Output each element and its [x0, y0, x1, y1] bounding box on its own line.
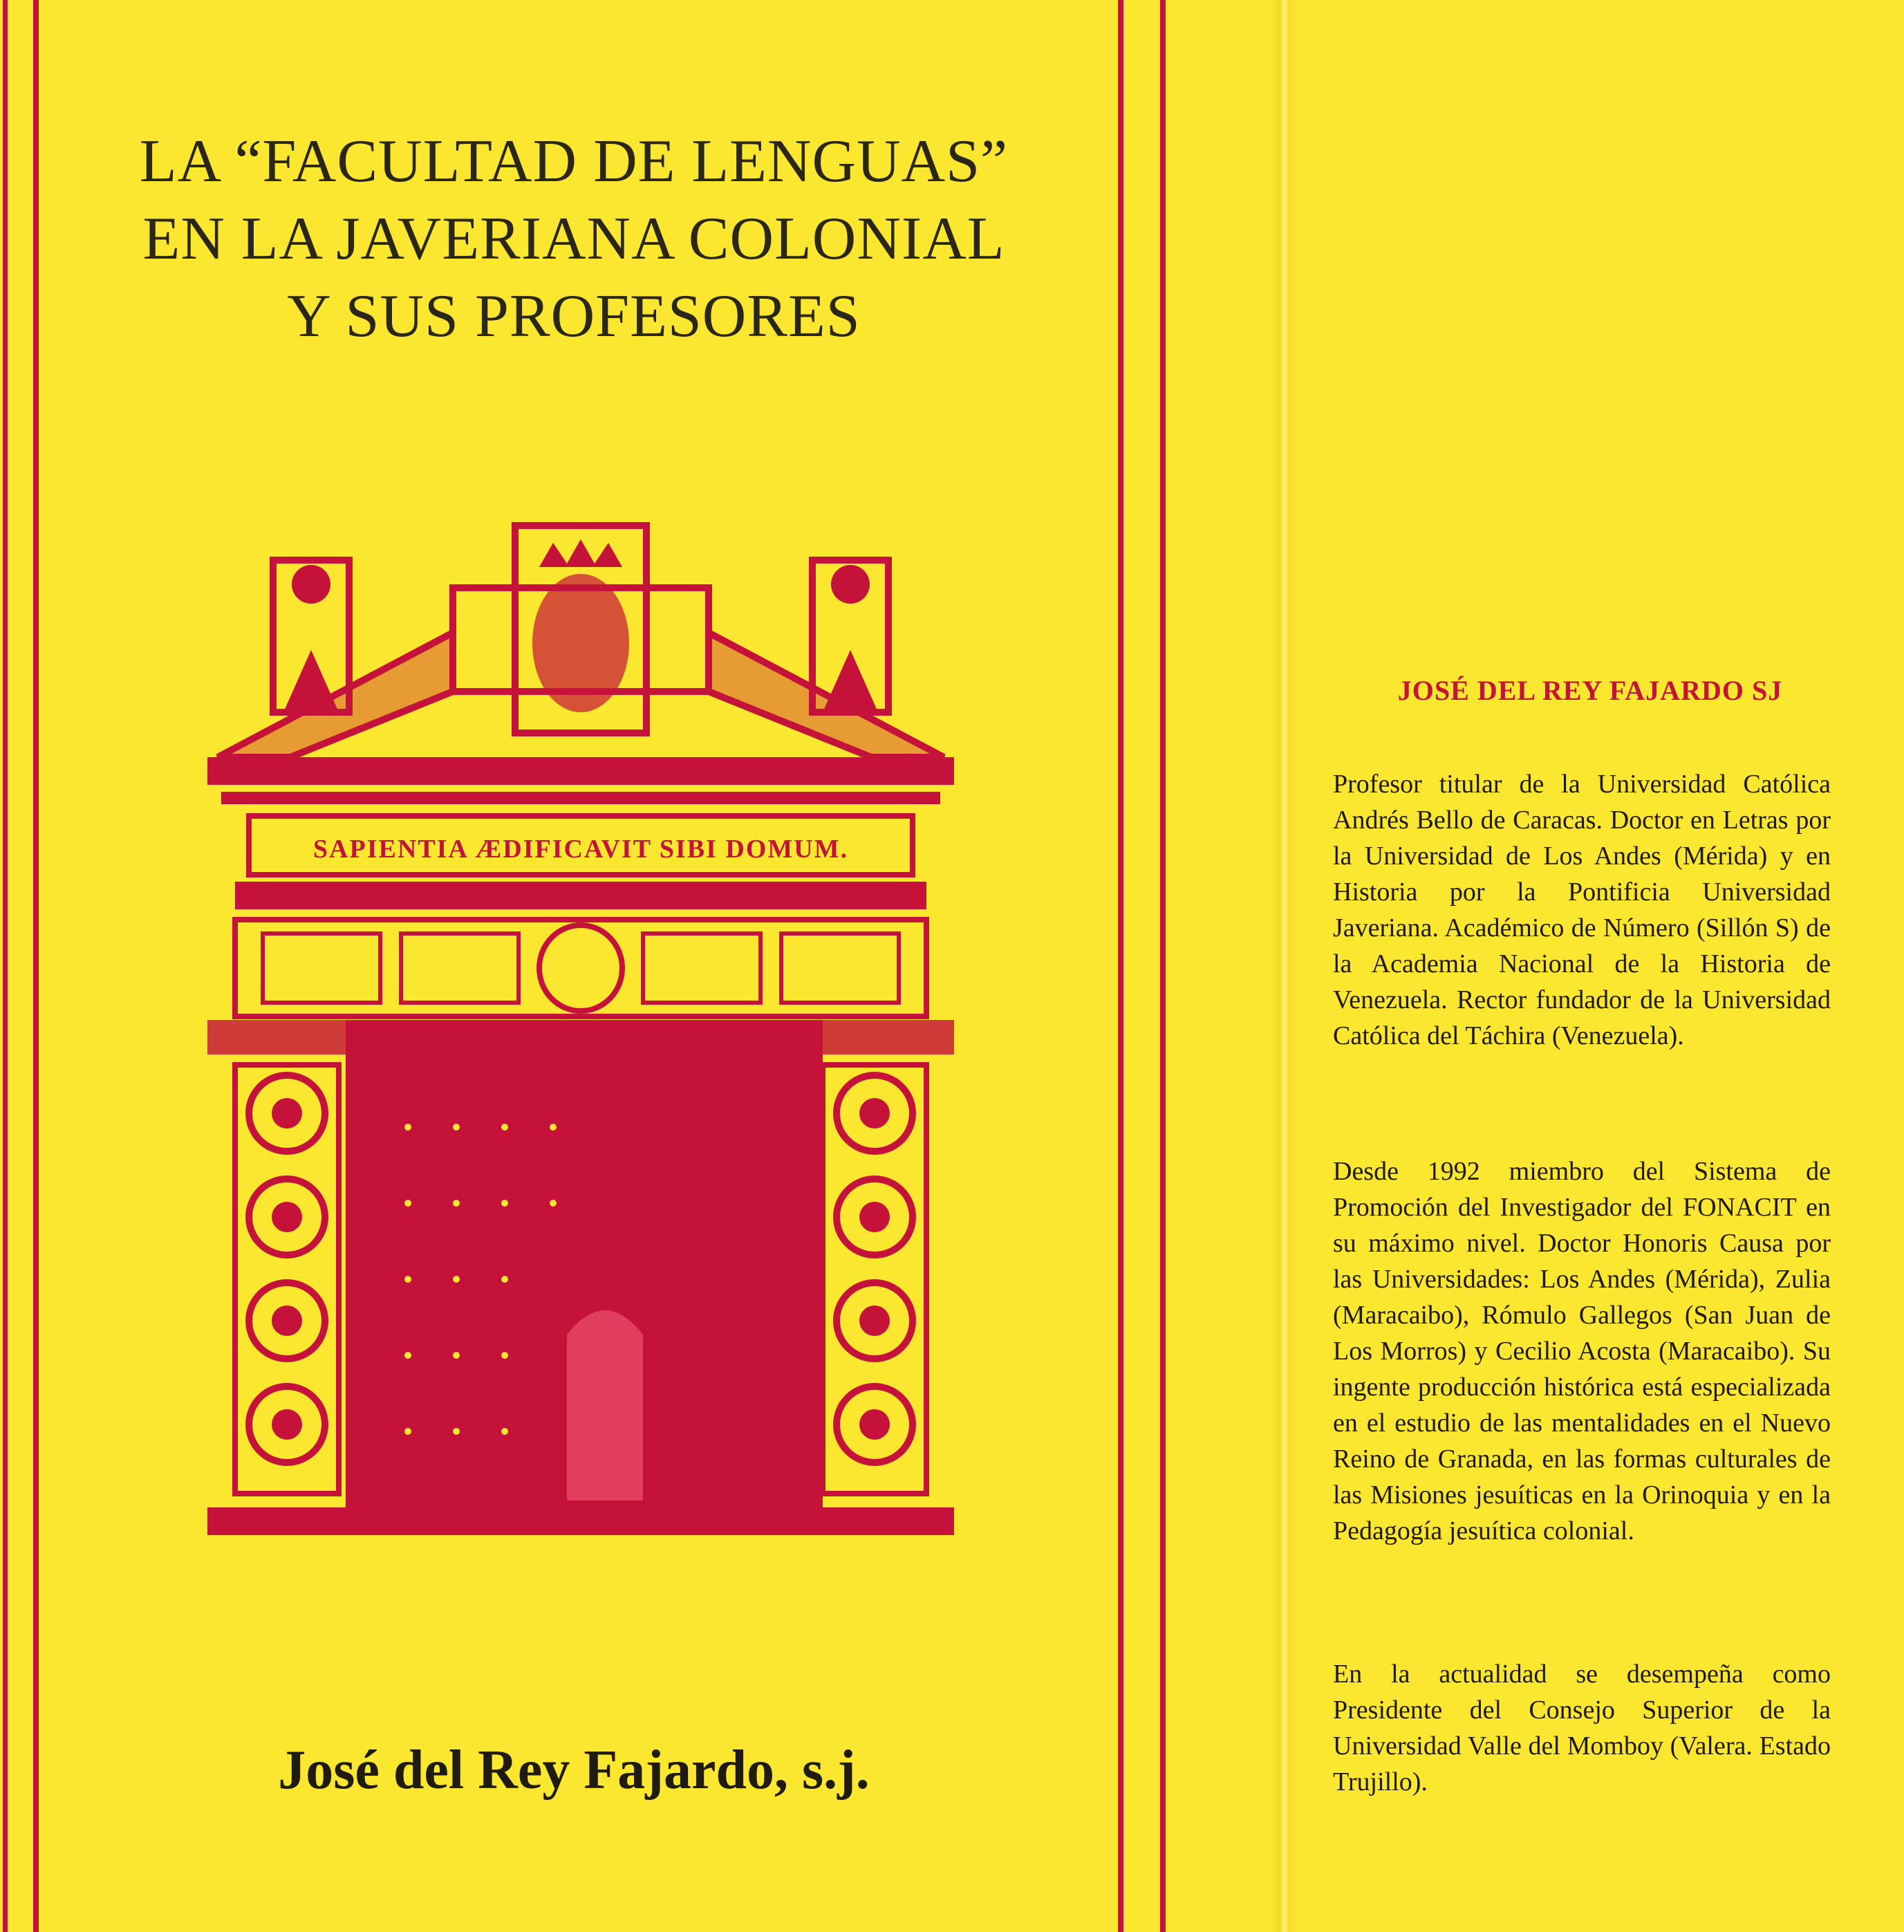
- left-edge-rule-outer: [3, 0, 8, 1932]
- title-line-3: Y SUS PROFESORES: [287, 283, 861, 350]
- flap-bio-paragraph-2: Desde 1992 miembro del Sistema de Promoción del Investigador del FONACIT en su máximo nivel. Doctor Honoris Causa por las Universidades: Los Andes (Mérida), Zulia (Maracaibo), Rómulo Gallegos (San Juan de Los Morros) y Cecilio Acosta (Maracaibo). Su ingente producción histórica está especializada en el estudio de las mentalidades en el Nuevo Reino de Granada, en las formas culturales de las Misiones jesuíticas en la Orinoquia y en la Pedagogía jesuítica colonial.: [1333, 1157, 1831, 1545]
- flap-bio-paragraph-1: Profesor titular de la Universidad Católica Andrés Bello de Caracas. Doctor en Letras por la Universidad de Los Andes (Mérida) y en Historia por la Pontificia Universidad Javeriana. Académico de Número (Sillón S) de la Academia Nacional de la Historia de Venezuela. Rector fundador de la Universidad Católica del Táchira (Venezuela).: [1333, 770, 1831, 1050]
- cover-right-rule-2: [1160, 0, 1166, 1932]
- flap-bio-paragraph-3: En la actualidad se desempeña como Presidente del Consejo Superior de la Universidad Valle del Momboy (Valera. Estado Trujillo).: [1333, 1660, 1831, 1796]
- colonial-portal-illustration: [207, 519, 954, 1542]
- cover-author: José del Rey Fajardo, s.j.: [278, 1740, 870, 1801]
- portal-inscription: SAPIENTIA ÆDIFICAVIT SIBI DOMUM.: [312, 835, 849, 864]
- flap-fold-crease: [1271, 0, 1296, 1932]
- title-line-1: LA “FACULTAD DE LENGUAS”: [139, 128, 1009, 195]
- title-line-2: EN LA JAVERIANA COLONIAL: [142, 205, 1005, 272]
- cover-right-rule-1: [1118, 0, 1123, 1932]
- left-edge-rule-inner: [33, 0, 39, 1932]
- flap-author-heading: JOSÉ DEL REY FAJARDO SJ: [1397, 675, 1783, 706]
- book-title: [118, 123, 1030, 355]
